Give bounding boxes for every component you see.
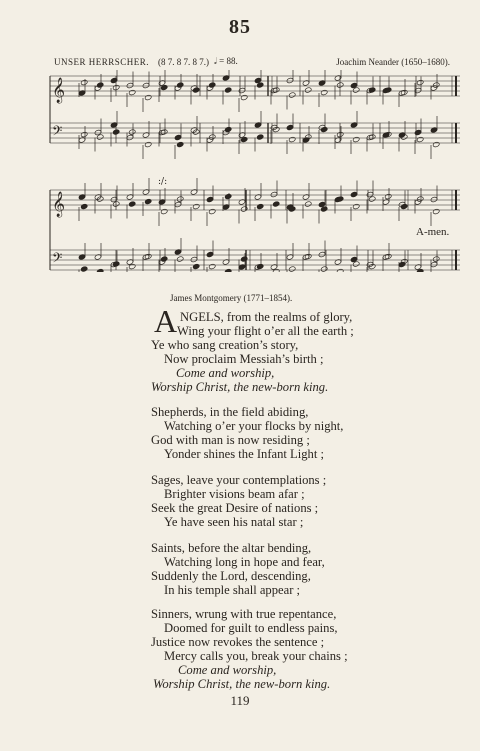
note-head-icon bbox=[206, 196, 214, 202]
note-head-icon bbox=[256, 134, 264, 140]
music-system-1 bbox=[0, 70, 480, 165]
refrain-line: Come and worship, bbox=[178, 663, 277, 677]
note-head-icon bbox=[128, 89, 136, 95]
verse-line: Seek the great Desire of nations ; bbox=[151, 501, 319, 515]
note-head-icon bbox=[192, 203, 200, 209]
note-head-icon bbox=[144, 253, 152, 259]
note-head-icon bbox=[288, 266, 296, 272]
tune-header bbox=[50, 57, 450, 71]
note-head-icon bbox=[160, 208, 168, 214]
note-head-icon bbox=[304, 134, 312, 140]
note-head-icon bbox=[352, 136, 360, 142]
verse-line: Wing your flight o’er all the earth ; bbox=[177, 324, 354, 338]
refrain-line: Worship Christ, the new-born king. bbox=[151, 380, 329, 394]
verse-line: Suddenly the Lord, descending, bbox=[151, 569, 311, 583]
composer-credit: Joachim Neander (1650–1680). bbox=[336, 57, 450, 67]
note-head-icon bbox=[256, 203, 264, 209]
verse-line: NGELS, from the realms of glory, bbox=[180, 310, 353, 324]
page-number: 119 bbox=[230, 693, 250, 708]
note-head-icon bbox=[398, 261, 406, 267]
note-head-icon bbox=[176, 141, 184, 147]
note-head-icon bbox=[272, 201, 280, 207]
note-head-icon bbox=[350, 191, 358, 197]
note-head-icon bbox=[96, 82, 104, 88]
note-head-icon bbox=[432, 208, 440, 214]
note-head-icon bbox=[384, 87, 392, 93]
author-credit: James Montgomery (1771–1854). bbox=[170, 293, 293, 303]
note-head-icon bbox=[320, 126, 328, 132]
verse-line: Justice now revokes the sentence ; bbox=[151, 635, 325, 649]
note-head-icon bbox=[206, 251, 214, 257]
note-head-icon bbox=[192, 129, 200, 135]
note-head-icon bbox=[366, 261, 374, 267]
note-head-icon bbox=[224, 268, 232, 272]
note-head-icon bbox=[414, 129, 422, 135]
note-head-icon bbox=[416, 268, 424, 272]
verse-line: Ye who sang creation’s story, bbox=[151, 338, 299, 352]
note-head-icon bbox=[176, 256, 184, 262]
note-head-icon bbox=[174, 201, 182, 207]
note-head-icon bbox=[270, 191, 278, 197]
refrain-line: Worship Christ, the new-born king. bbox=[153, 677, 331, 691]
note-head-icon bbox=[432, 141, 440, 147]
note-head-icon bbox=[384, 253, 392, 259]
verse-line: Brighter visions beam afar ; bbox=[164, 487, 305, 501]
verse-line: Shepherds, in the field abiding, bbox=[151, 405, 309, 419]
note-head-icon bbox=[192, 87, 200, 93]
note-head-icon bbox=[192, 263, 200, 269]
note-head-icon bbox=[400, 203, 408, 209]
note-head-icon bbox=[416, 79, 424, 85]
note-head-icon bbox=[160, 256, 168, 262]
note-head-icon bbox=[304, 201, 312, 207]
note-head-icon bbox=[208, 134, 216, 140]
verse-line: Sages, leave your contemplations ; bbox=[151, 473, 327, 487]
note-head-icon bbox=[96, 268, 104, 272]
note-head-icon bbox=[240, 94, 248, 100]
verse-line: Watching long in hope and fear, bbox=[164, 555, 325, 569]
note-head-icon bbox=[304, 87, 312, 93]
note-head-icon bbox=[128, 129, 136, 135]
note-head-icon bbox=[286, 77, 294, 83]
verse-line: Ye have seen his natal star ; bbox=[164, 515, 304, 529]
repeat-sign-icon: :/: bbox=[158, 177, 168, 187]
note-head-icon bbox=[144, 141, 152, 147]
treble-clef-icon: 𝄞 bbox=[52, 78, 66, 103]
note-head-icon bbox=[240, 206, 248, 212]
note-head-icon bbox=[240, 256, 248, 262]
verse-line: Yonder shines the Infant Light ; bbox=[164, 447, 324, 461]
verse-line: Watching o’er your flocks by night, bbox=[164, 419, 344, 433]
note-head-icon bbox=[142, 82, 150, 88]
note-head-icon bbox=[80, 131, 88, 137]
verse-line: Mercy calls you, break your chains ; bbox=[164, 649, 348, 663]
tune-name: UNSER HERRSCHER. bbox=[54, 57, 150, 67]
amen-text: A-men. bbox=[416, 226, 450, 238]
note-head-icon bbox=[432, 82, 440, 88]
note-head-icon bbox=[80, 266, 88, 272]
note-head-icon bbox=[400, 258, 408, 264]
verse-line: God with man is now residing ; bbox=[151, 433, 310, 447]
verse-line: In his temple shall appear ; bbox=[164, 583, 301, 597]
note-head-icon bbox=[430, 196, 438, 202]
note-head-icon bbox=[414, 87, 422, 93]
note-head-icon bbox=[160, 129, 168, 135]
note-head-icon bbox=[224, 126, 232, 132]
note-head-icon bbox=[288, 92, 296, 98]
note-head-icon bbox=[256, 263, 264, 269]
note-head-icon bbox=[112, 261, 120, 267]
note-head-icon bbox=[238, 87, 246, 93]
note-head-icon bbox=[224, 87, 232, 93]
note-head-icon bbox=[304, 253, 312, 259]
note-head-icon bbox=[272, 87, 280, 93]
note-head-icon bbox=[288, 136, 296, 142]
note-head-icon bbox=[320, 266, 328, 272]
music-system-2 bbox=[0, 172, 480, 272]
note-head-icon bbox=[208, 82, 216, 88]
drop-cap: A bbox=[154, 303, 178, 339]
note-head-icon bbox=[80, 203, 88, 209]
note-head-icon bbox=[96, 196, 104, 202]
note-head-icon bbox=[174, 134, 182, 140]
bass-clef-icon: 𝄢 bbox=[52, 250, 63, 269]
note-head-icon bbox=[352, 203, 360, 209]
note-head-icon bbox=[80, 79, 88, 85]
hymn-number: 85 bbox=[229, 16, 251, 38]
note-head-icon bbox=[368, 263, 376, 269]
verse-line: Now proclaim Messiah’s birth ; bbox=[164, 352, 324, 366]
note-head-icon bbox=[416, 136, 424, 142]
note-head-icon bbox=[430, 261, 438, 267]
note-head-icon bbox=[128, 201, 136, 207]
note-head-icon bbox=[400, 89, 408, 95]
verse-line: Saints, before the altar bending, bbox=[151, 541, 312, 555]
note-head-icon bbox=[176, 82, 184, 88]
tempo-marking: 𝅗𝅥 = 88. bbox=[214, 56, 238, 66]
note-head-icon bbox=[320, 89, 328, 95]
note-head-icon bbox=[208, 263, 216, 269]
note-head-icon bbox=[190, 256, 198, 262]
note-head-icon bbox=[272, 126, 280, 132]
tune-meter: (8 7. 8 7. 8 7.) bbox=[158, 57, 209, 67]
note-head-icon bbox=[224, 193, 232, 199]
note-head-icon bbox=[318, 251, 326, 257]
note-head-icon bbox=[416, 196, 424, 202]
verse-line: Doomed for guilt to endless pains, bbox=[164, 621, 338, 635]
note-head-icon bbox=[368, 87, 376, 93]
note-head-icon bbox=[126, 82, 134, 88]
note-head-icon bbox=[126, 134, 134, 140]
note-head-icon bbox=[110, 77, 118, 83]
verse-line: Sinners, wrung with true repentance, bbox=[151, 607, 337, 621]
note-head-icon bbox=[270, 124, 278, 130]
bass-clef-icon: 𝄢 bbox=[52, 123, 63, 142]
note-head-icon bbox=[112, 129, 120, 135]
note-head-icon bbox=[432, 256, 440, 262]
note-head-icon bbox=[286, 124, 294, 130]
note-head-icon bbox=[208, 208, 216, 214]
refrain-line: Come and worship, bbox=[176, 366, 275, 380]
note-head-icon bbox=[384, 193, 392, 199]
note-head-icon bbox=[176, 196, 184, 202]
note-head-icon bbox=[368, 134, 376, 140]
treble-clef-icon: 𝄞 bbox=[52, 192, 66, 217]
note-head-icon bbox=[336, 196, 344, 202]
note-head-icon bbox=[144, 198, 152, 204]
note-head-icon bbox=[144, 94, 152, 100]
